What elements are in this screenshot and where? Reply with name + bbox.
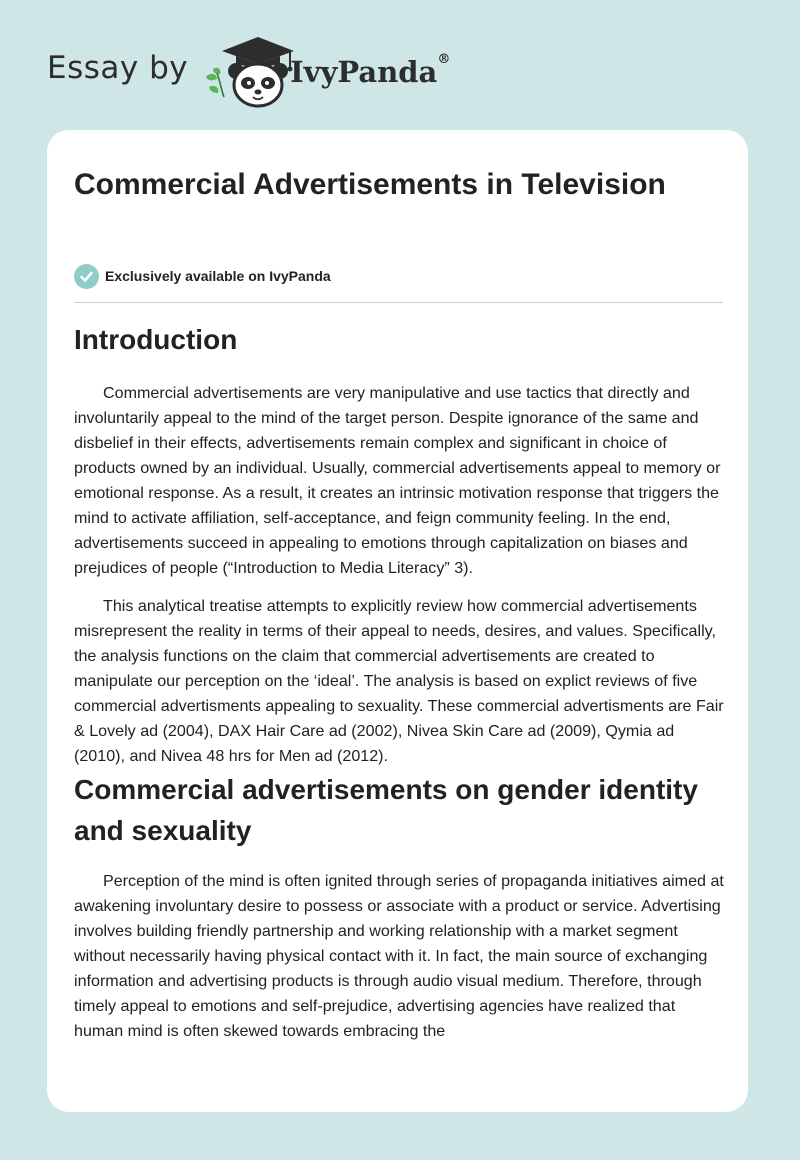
essay-title: Commercial Advertisements in Television — [74, 168, 666, 201]
check-circle-icon — [74, 264, 99, 289]
registered-mark: ® — [437, 52, 451, 67]
paragraph: Perception of the mind is often ignited through series of propaganda initiatives aimed at awakening involuntary desire to possess or associate with a product or service. Advertising involves building friendly partnership and working relationship with a market segment without necessarily having physical contact with it. In fact, the main source of exchanging information and advertising products is through audio visual medium. Therefore, through timely appeal to emotions and self-prejudice, advertising agencies have realized that human mind is often skewed towards embracing the — [74, 872, 724, 1040]
section-heading-introduction: Introduction — [74, 324, 238, 355]
brand-prefix: Essay by — [47, 50, 189, 86]
panda-graduate-icon[interactable] — [200, 29, 300, 111]
site-header — [47, 30, 462, 110]
paragraph: This analytical treatise attempts to explicitly review how commercial advertisements misrepresent the reality in terms of their appeal to needs, desires, and values. Specifically, the analysis functions on the claim that commercial advertisements are created to manipulate our perception on the ‘ideal’. The analysis is based on explict reviews of five commercial advertisments appealing to sexuality. These commercial advertisments are Fair & Lovely ad (2004), DAX Hair Care ad (2002), Nivea Skin Care ad (2009), Qymia ad (2010), and Nivea 48 hrs for Men ad (2012). — [74, 597, 724, 765]
badge-text: Exclusively available on IvyPanda — [105, 268, 331, 284]
essay-content — [74, 319, 726, 1044]
essay-card — [47, 130, 748, 1112]
section-heading-gender-identity: Commercial advertisements on gender identity and sexuality — [74, 774, 698, 846]
brand-name[interactable]: IvyPanda® — [290, 52, 451, 89]
exclusive-badge — [74, 263, 331, 289]
paragraph: Commercial advertisements are very manipulative and use tactics that directly and involuntarily appeal to the mind of the target person. Despite ignorance of the same and disbelief in their effects, advertisements remain complex and significant in choice of products owned by an individual. Usually, commercial advertisements appeal to memory or emotional response. As a result, it creates an intrinsic motivation response that triggers the mind to activate affiliation, self-acceptance, and feign community feeling. In the end, advertisements succeed in appealing to emotions through capitalization on biases and prejudices of people (“Introduction to Media Literacy” 3). — [74, 384, 721, 577]
divider — [74, 302, 723, 303]
